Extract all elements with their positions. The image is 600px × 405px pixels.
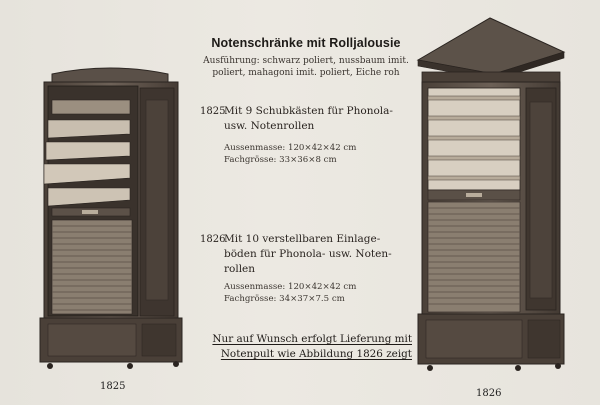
product-description-line-3: rollen — [224, 263, 256, 275]
finish-options — [196, 55, 416, 79]
delivery-note-line-2: Notenpult wie Abbildung 1826 zeigt — [220, 348, 412, 360]
cabinet-1826-illustration — [408, 12, 568, 390]
delivery-note-line-1: Nur auf Wunsch erfolgt Lieferung mit — [212, 333, 412, 345]
outer-dimensions: Aussenmasse: 120×42×42 cm — [224, 282, 357, 292]
page-title: Notenschränke mit Rolljalousie — [211, 36, 401, 50]
finish-line-1: Ausführung: schwarz poliert, nussbaum imit. — [203, 56, 409, 66]
cabinet-1825-illustration — [30, 60, 190, 390]
product-1825 — [200, 104, 410, 166]
figure-caption-1826: 1826 — [476, 388, 502, 399]
compartment-size: Fachgrösse: 34×37×7.5 cm — [224, 294, 345, 304]
product-description-line-2: usw. Notenrollen — [224, 120, 315, 132]
product-description-line-2: böden für Phonola- usw. Noten- — [224, 248, 392, 260]
product-number: 1825 — [200, 106, 226, 117]
heading-block — [196, 36, 408, 79]
finish-line-2: poliert, mahagoni imit. poliert, Eiche roh — [212, 68, 400, 78]
product-number: 1826 — [200, 234, 226, 245]
product-description-line-1: Mit 10 verstellbaren Einlage- — [224, 233, 381, 245]
outer-dimensions: Aussenmasse: 120×42×42 cm — [224, 143, 357, 153]
product-description-line-1: Mit 9 Schubkästen für Phonola- — [224, 105, 393, 117]
delivery-note — [192, 332, 412, 362]
figure-caption-1825: 1825 — [100, 381, 126, 392]
compartment-size: Fachgrösse: 33×36×8 cm — [224, 155, 337, 165]
product-1826 — [200, 232, 410, 305]
